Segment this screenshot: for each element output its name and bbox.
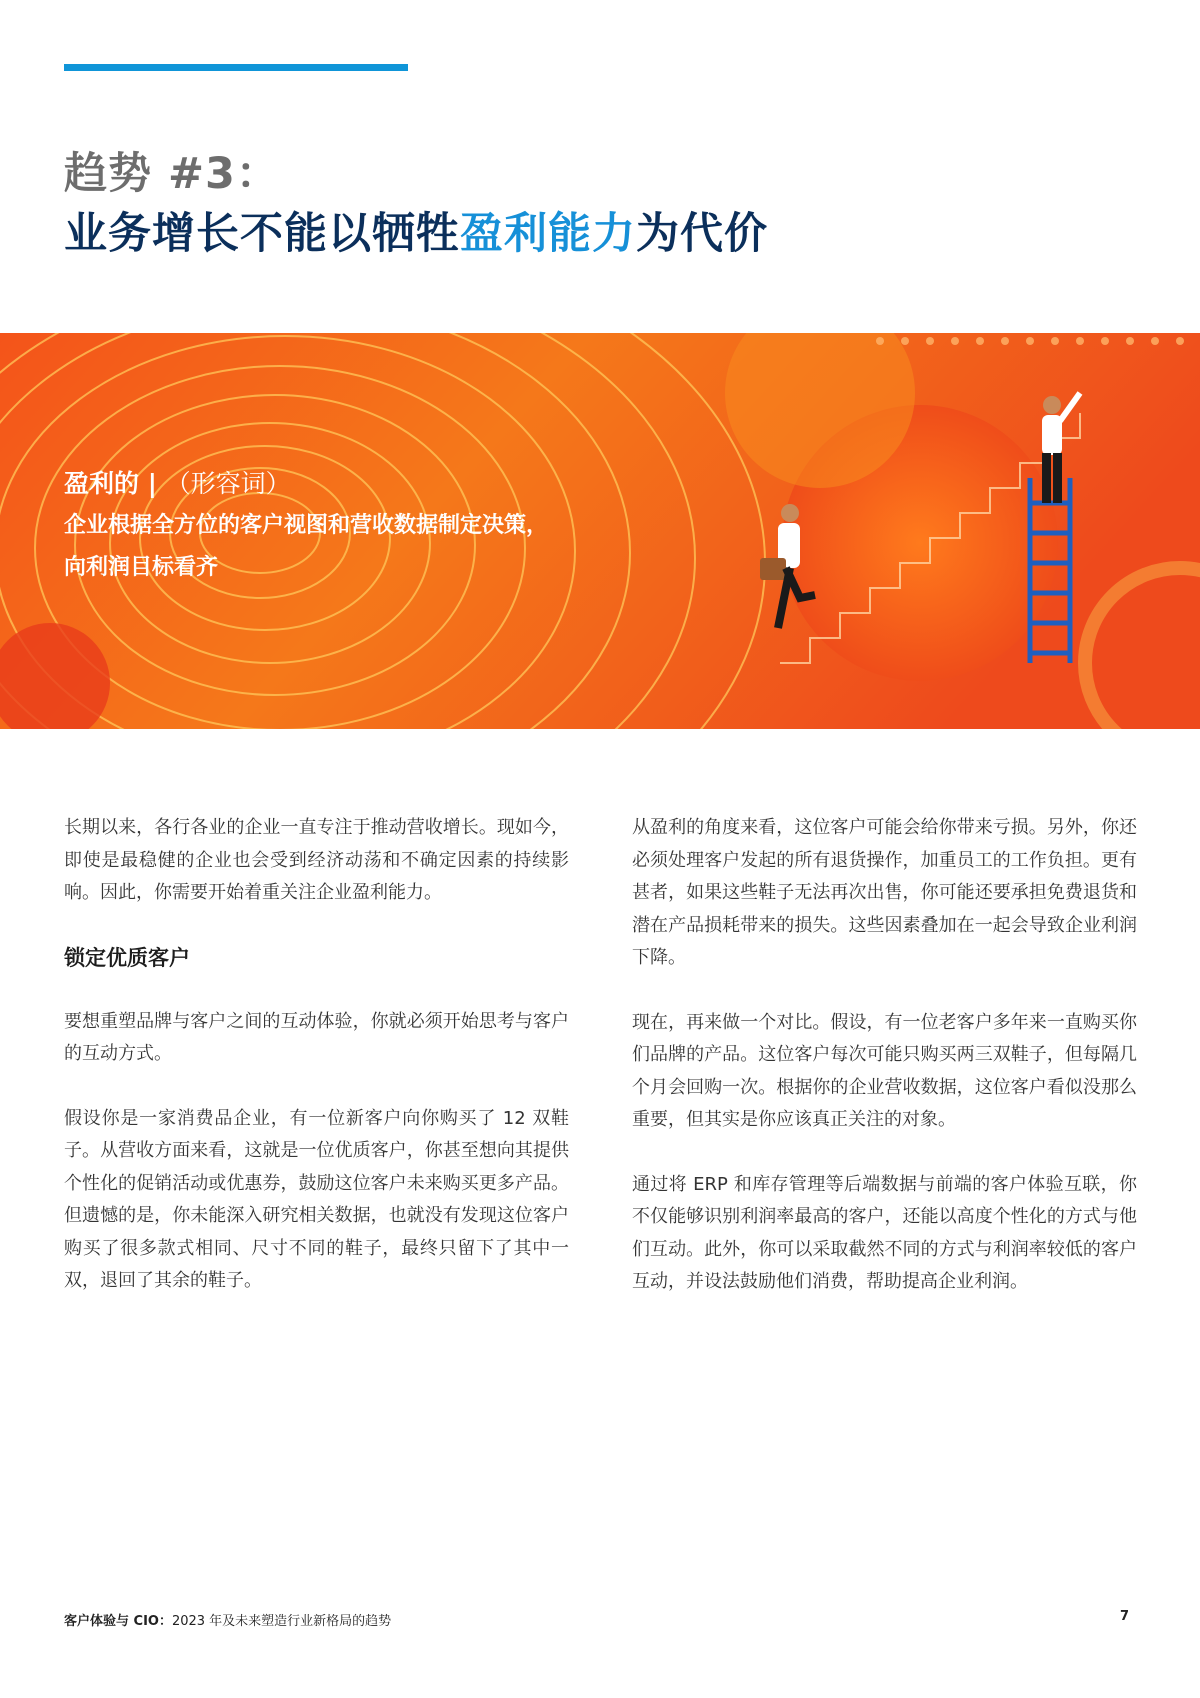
trend-label: 趋势 #3：	[64, 149, 280, 199]
footer-publication	[64, 1610, 391, 1629]
top-accent-rule	[64, 64, 408, 71]
definition-line-2: 向利润目标看齐	[64, 555, 219, 580]
definition-line-1: 企业根据全方位的客户视图和营收数据制定决策，	[64, 513, 549, 538]
right-paragraph-1: 从盈利的角度来看，这位客户可能会给你带来亏损。另外，你还必须处理客户发起的所有退货操作，加重员工的工作负担。更有甚者，如果这些鞋子无法再次出售，你可能还要承担免费退货和潜在产品损耗带来的损失。这些因素叠加在一起会导致企业利润下降。	[632, 817, 1137, 968]
definition-term: 盈利的	[64, 469, 140, 498]
part-of-speech: （形容词）	[165, 469, 291, 498]
right-column	[632, 812, 1137, 1331]
page-title	[64, 200, 768, 261]
footer-title: 客户体验与 CIO：	[64, 1614, 172, 1629]
right-paragraph-2: 现在，再来做一个对比。假设，有一位老客户多年来一直购买你们品牌的产品。这位客户每次可能只购买两三双鞋子，但每隔几个月会回购一次。根据你的企业营收数据，这位客户看似没那么重要，但其实是你应该真正关注的对象。	[632, 1011, 1137, 1130]
page-number: 7	[1120, 1609, 1130, 1624]
title-accent: 盈利能力	[460, 209, 636, 259]
left-paragraph-3: 假设你是一家消费品企业，有一位新客户向你购买了 12 双鞋子。从营收方面来看，这就是一位优质客户，你甚至想向其提供个性化的促销活动或优惠券，鼓励这位客户未来购买更多产品。但遗憾的是，你未能深入研究相关数据，也就没有发现这位客户购买了很多款式相同、尺寸不同的鞋子，最终只留下了其中一双，退回了其余的鞋子。	[64, 1107, 569, 1291]
right-paragraph-3: 通过将 ERP 和库存管理等后端数据与前端的客户体验互联，你不仅能够识别利润率最高的客户，还能以高度个性化的方式与他们互动。此外，你可以采取截然不同的方式与利润率较低的客户互动，并设法鼓励他们消费，帮助提高企业利润。	[632, 1173, 1137, 1292]
left-paragraph-2: 要想重塑品牌与客户之间的互动体验，你就必须开始思考与客户的互动方式。	[64, 1010, 569, 1064]
title-part-2: 为代价	[636, 209, 768, 259]
footer-subtitle: 2023 年及未来塑造行业新格局的趋势	[171, 1614, 392, 1629]
section-subheading: 锁定优质客户	[64, 945, 190, 970]
title-part-1: 业务增长不能以牺牲	[64, 209, 460, 259]
definition-term-line	[64, 463, 548, 505]
definition-separator: |	[139, 469, 166, 498]
definition-block	[64, 463, 548, 589]
left-column	[64, 812, 569, 1330]
intro-paragraph: 长期以来，各行各业的企业一直专注于推动营收增长。现如今，即使是最稳健的企业也会受到经济动荡和不确定因素的持续影响。因此，你需要开始着重关注企业盈利能力。	[64, 817, 569, 903]
